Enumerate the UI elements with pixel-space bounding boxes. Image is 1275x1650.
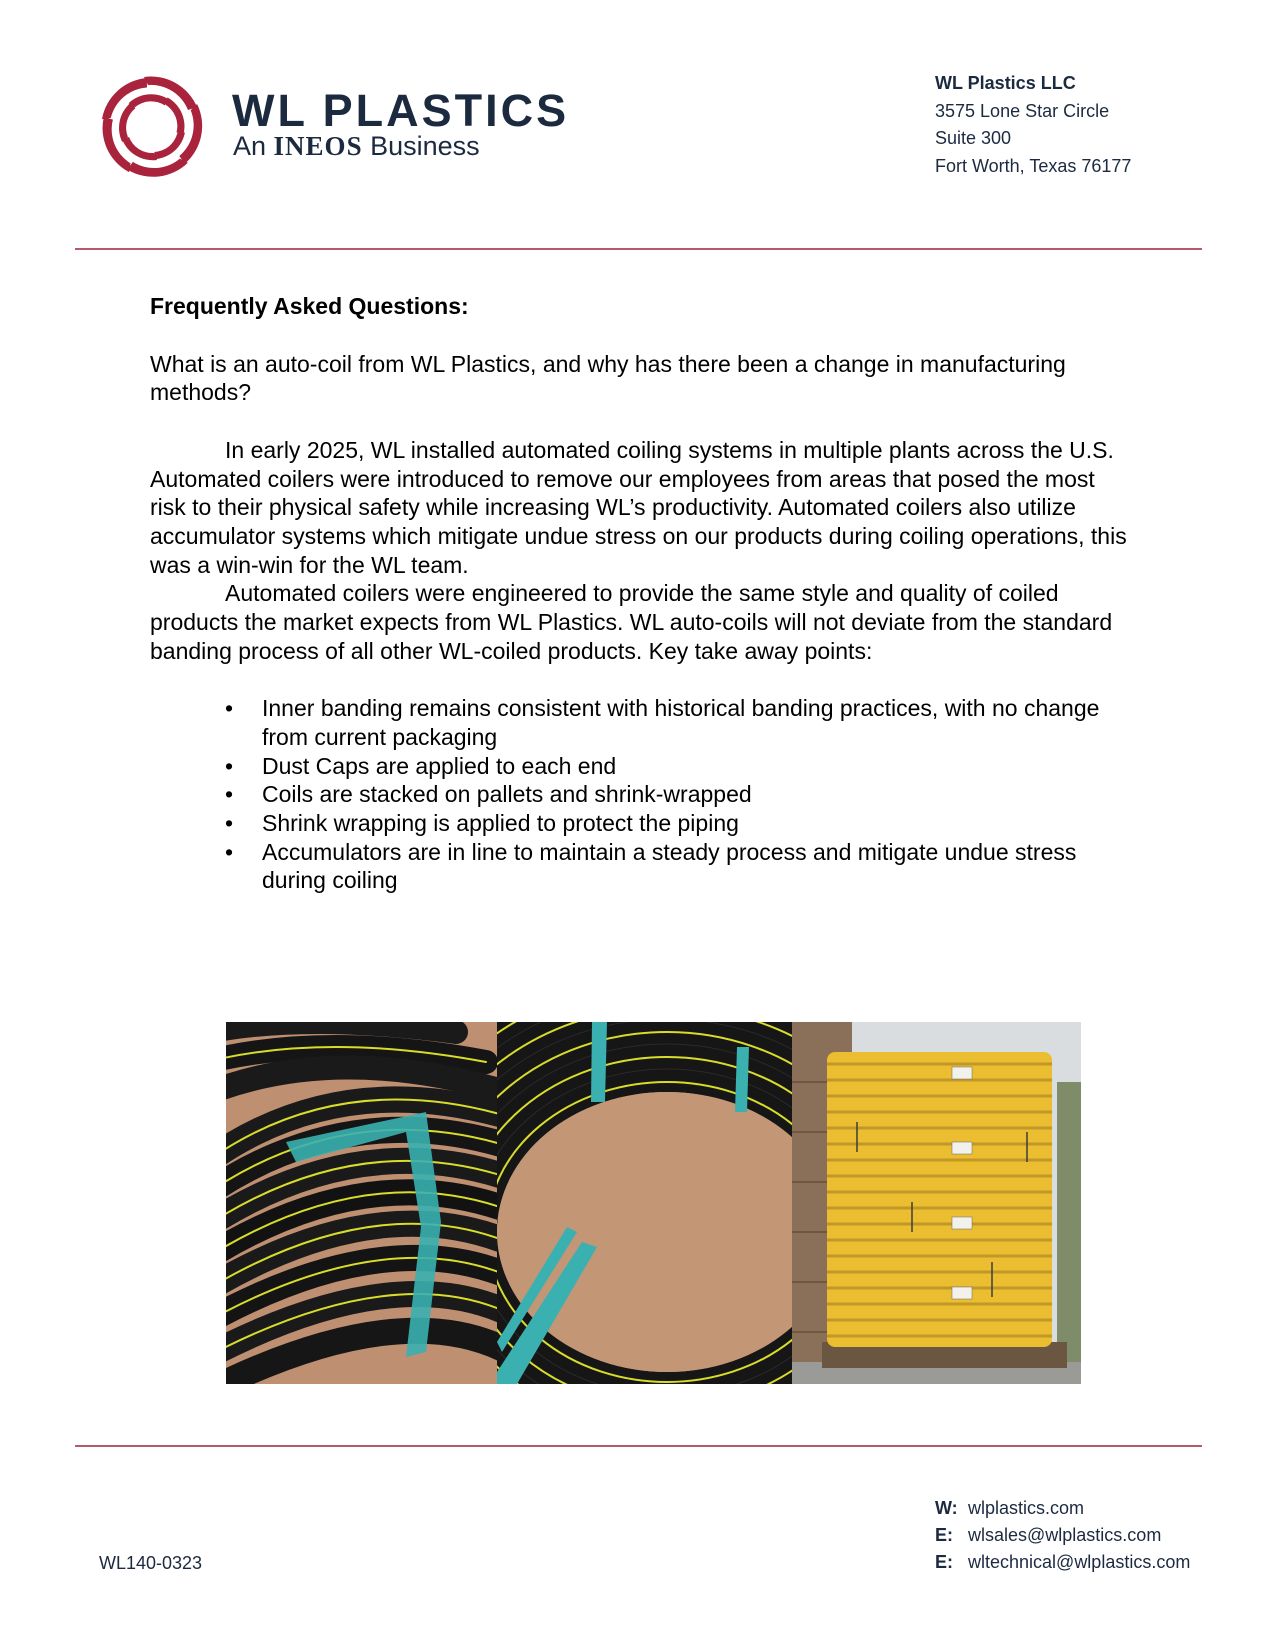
ineos-wordmark: INEOS — [273, 131, 363, 161]
document-number: WL140-0323 — [99, 1553, 203, 1573]
contact-sales-email — [935, 1522, 1190, 1549]
contact-website — [935, 1495, 1190, 1522]
faq-content — [150, 292, 1130, 895]
company-address — [935, 70, 1131, 180]
brand-sub-suffix: Business — [370, 131, 480, 161]
list-item: • Dust Caps are applied to each end — [262, 752, 1130, 781]
contact-technical-email — [935, 1549, 1190, 1576]
faq-paragraph-1: In early 2025, WL installed automated coiling systems in multiple plants across the U.S. Automated coilers were introduced to remove our employees from areas that posed the most risk to their physical safety while increasing WL’s productivity. Automated coilers also utilize accumulator systems which mitigate undue stress on our products during coiling operations, this was a win-win for the WL team. — [150, 436, 1127, 578]
wl-plastics-logo-icon — [97, 72, 207, 182]
faq-heading: Frequently Asked Questions: — [150, 293, 469, 319]
yellow-coil-pallet-photo — [792, 1022, 1081, 1384]
coil-ring-photo — [497, 1022, 792, 1384]
brand-tagline — [233, 131, 480, 162]
list-item: • Accumulators are in line to maintain a steady process and mitigate undue stress during coiling — [262, 838, 1130, 895]
list-item: • Shrink wrapping is applied to protect the piping — [262, 809, 1130, 838]
brand-sub-prefix: An — [233, 131, 267, 161]
contact-info — [935, 1495, 1190, 1576]
brand-name: WL PLASTICS — [232, 85, 570, 136]
footer-divider — [75, 1445, 1202, 1447]
header-divider — [75, 248, 1202, 250]
faq-question: What is an auto-coil from WL Plastics, and why has there been a change in manufacturing methods? — [150, 350, 1066, 406]
contact-label: W: — [935, 1498, 958, 1518]
coil-closeup-photo — [226, 1022, 497, 1384]
address-street: 3575 Lone Star Circle — [935, 100, 1110, 121]
address-company: WL Plastics LLC — [935, 73, 1076, 93]
contact-label: E: — [935, 1552, 953, 1572]
list-item: • Coils are stacked on pallets and shrink-wrapped — [262, 780, 1130, 809]
faq-paragraph-2: Automated coilers were engineered to provide the same style and quality of coiled products the market expects from WL Plastics. WL auto-coils will not deviate from the standard banding process of all other WL-coiled products. Key take away points: — [150, 580, 1113, 664]
coil-photos — [226, 1022, 1081, 1384]
address-city: Fort Worth, Texas 76177 — [935, 155, 1132, 176]
list-item: • Inner banding remains consistent with historical banding practices, with no change from current packaging — [262, 694, 1130, 751]
contact-label: E: — [935, 1525, 953, 1545]
website-link[interactable]: wlplastics.com — [968, 1498, 1085, 1518]
key-points-list — [150, 694, 1130, 895]
technical-email-link[interactable]: wltechnical@wlplastics.com — [968, 1552, 1191, 1572]
sales-email-link[interactable]: wlsales@wlplastics.com — [968, 1525, 1162, 1545]
address-suite: Suite 300 — [935, 128, 1012, 148]
